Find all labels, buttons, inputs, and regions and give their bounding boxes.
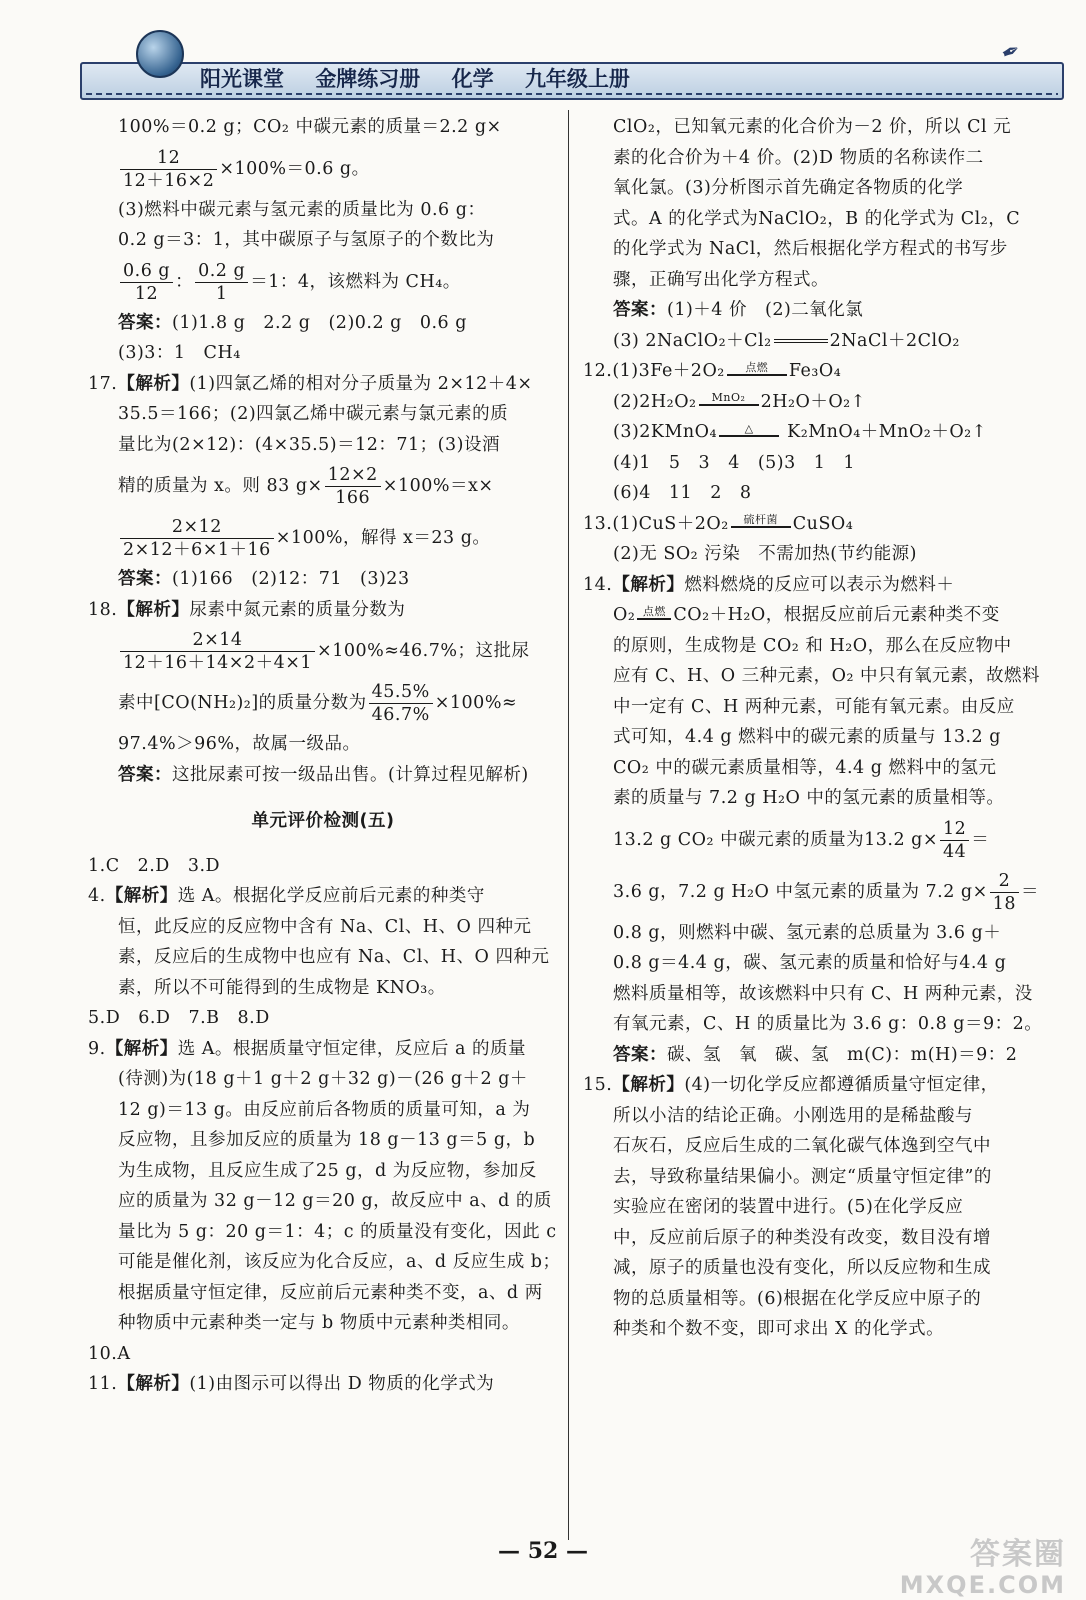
answer-line: 1.C 2.D 3.D [88,855,221,876]
reaction-condition: 硫杆菌 [731,514,791,534]
text-line: 的化学式为 NaCl，然后根据化学方程式的书写步 [613,239,1008,259]
fraction: $\frac{2}{18}$ [990,870,1019,915]
text-line: 去，导致称量结果偏小。测定“质量守恒定律”的 [613,1166,992,1187]
text-line: 式可知，4.4 g 燃料中的碳元素的质量与 13.2 g [613,727,1001,747]
equation-line: (3)2KMnO₄ △ K₂MnO₄＋MnO₂＋O₂↑ [613,421,987,442]
text-line: CO₂ 中的碳元素质量相等，4.4 g 燃料中的氢元 [613,757,997,778]
question-13: 13.(1)CuS＋2O₂ 硫杆菌 CuSO₄ [583,513,854,534]
text-line: (3)3：1 CH₄ [118,343,241,363]
header-grade: 九年级上册 [524,67,630,91]
text-line: (待测)为(18 g＋1 g＋2 g＋32 g)－(26 g＋2 g＋ [118,1069,528,1089]
text-line: 应的质量为 32 g－12 g＝20 g，故反应中 a、d 的质 [118,1191,552,1211]
text-line: 97.4%＞96%，故属一级品。 [118,734,361,754]
text-line: 0.8 g，则燃料中碳、氢元素的总质量为 3.6 g＋ [613,922,1002,943]
text-line: 燃料质量相等，故该燃料中只有 C、H 两种元素，没 [613,983,1033,1004]
text-line: 实验应在密闭的装置中进行。(5)在化学反应 [613,1197,964,1217]
text-line: 中，反应前后原子的种类没有改变，数目没有增 [613,1227,991,1248]
section-title: 单元评价检测(五) [251,811,395,831]
text-line: 中一定有 C、H 两种元素，可能有氧元素。由反应 [613,696,1015,717]
text-line: 物的总质量相等。(6)根据在化学反应中原子的 [613,1288,982,1309]
text-line: 素的化合价为＋4 价。(2)D 物质的名称读作二 [613,147,984,168]
reaction-condition: 点燃 [727,362,787,382]
text-line: 0.8 g＝4.4 g，碳、氢元素的质量和恰好与4.4 g [613,953,1007,973]
text-line: ClO₂，已知氧元素的化合价为－2 价，所以 Cl 元 [613,117,1012,137]
text-line: 100%＝0.2 g；CO₂ 中碳元素的质量＝2.2 g× [118,117,502,137]
watermark: 答案圈 MXQE.COM [899,1537,1066,1599]
text-line: 骤，正确写出化学方程式。 [613,269,829,290]
text-line: 素，反应后的生成物中也应有 Na、Cl、H、O 四种元 [118,947,550,967]
text-line: 式。A 的化学式为NaClO₂，B 的化学式为 Cl₂，C [613,208,1021,229]
fraction: $\frac{2\times 14}{12+16+14\times 2+4\times 1}$ [120,629,315,674]
page-header [80,30,1060,105]
column-divider [568,110,569,1540]
answer-line: 答案：这批尿素可按一级品出售。(计算过程见解析) [118,764,529,785]
text-line: (6)4 11 2 8 [613,483,752,503]
formula-line: 精的质量为 x。则 83 g× $\frac{12\times 2}{166}$ ×100%＝x× [118,465,494,508]
formula-line: $\frac{0.6 g}{12}$ ： $\frac{0.2 g}{1}$ ＝1：4，该燃料为 CH₄。 [88,256,558,308]
text-line: 有氧元素，C、H 的质量比为 3.6 g：0.8 g＝9：2。 [613,1014,1043,1034]
reaction-condition: MnO₂ [699,392,759,412]
text-line: 根据质量守恒定律，反应前后元素种类不变，a、d 两 [118,1282,543,1303]
fraction: $\frac{12}{44}$ [940,818,969,863]
question-15: 15.【解析】(4)一切化学反应都遵循质量守恒定律， [583,1075,999,1095]
text-line: 恒，此反应的反应物中含有 Na、Cl、H、O 四种元 [118,916,532,937]
answer-line: 答案：(1)166 (2)12：71 (3)23 [118,569,410,589]
text-line: 素，所以不可能得到的生成物是 KNO₃。 [118,977,446,998]
question-4: 4.【解析】选 A。根据化学反应前后元素的种类守 [88,886,485,906]
text-line: 种物质中元素种类一定与 b 物质中元素种类相同。 [118,1313,520,1333]
header-title [200,64,654,94]
text-line: 石灰石，反应后生成的二氧化碳气体逸到空气中 [613,1136,991,1156]
text-line: 素的质量与 7.2 g H₂O 中的氢元素的质量相等。 [613,788,1005,808]
feather-icon: ✒ [997,37,1025,68]
header-subject: 化学 [451,67,494,91]
text-line: 量比为 5 g：20 g＝1：4；c 的质量没有变化，因此 c [118,1221,557,1242]
fraction: $\frac{0.2 g}{1}$ [195,260,248,305]
text-line: 种类和个数不变，即可求出 X 的化学式。 [613,1319,945,1339]
answer-line: 答案：(1)＋4 价 (2)二氧化氯 [613,300,864,320]
equation-line: (3) 2NaClO₂＋Cl₂ 2NaCl＋2ClO₂ [613,330,960,351]
text-line: 35.5＝166；(2)四氯乙烯中碳元素与氯元素的质 [118,404,509,424]
answer-line: 5.D 6.D 7.B 8.D [88,1008,270,1028]
reaction-condition: △ [719,423,779,443]
fraction: $\frac{0.6 g}{12}$ [120,260,173,305]
formula-line: 13.2 g CO₂ 中碳元素的质量为13.2 g× $\frac{12}{44}$ ＝ [613,818,990,862]
text-line: 应有 C、H、O 三种元素，O₂ 中只有氧元素，故燃料 [613,666,1041,686]
question-9: 9.【解析】选 A。根据质量守恒定律，反应后 a 的质量 [88,1038,526,1059]
text-line: 氧化氯。(3)分析图示首先确定各物质的化学 [613,178,964,198]
text-line: 可能是催化剂，该反应为化合反应，a、d 反应生成 b； [118,1252,561,1272]
formula-line: 素中[CO(NH₂)₂]的质量分数为 $\frac{45.5\%}{46.7\%}$ ×100%≈ [118,682,518,725]
equation-line: O₂ 点燃 CO₂＋H₂O，根据反应前后元素种类不变 [613,604,1000,625]
formula-line: $\frac{12}{12+16\times 2}$ ×100%＝0.6 g。 [88,143,558,195]
formula-line: 3.6 g，7.2 g H₂O 中氢元素的质量为 7.2 g× $\frac{2}{18}$ ＝ [613,870,1040,914]
answer-line: 答案：碳、氢 氧 碳、氢 m(C)：m(H)＝9：2 [613,1044,1018,1065]
answer-line: 答案：(1)1.8 g 2.2 g (2)0.2 g 0.6 g [118,312,467,333]
text-line: (3)燃料中碳元素与氢元素的质量比为 0.6 g： [118,199,486,220]
question-11: 11.【解析】(1)由图示可以得出 D 物质的化学式为 [88,1374,495,1394]
fraction: $\frac{12\times 2}{166}$ [325,464,381,509]
text-line: 的原则，生成物是 CO₂ 和 H₂O，那么在反应物中 [613,635,1012,656]
question-17: 17.【解析】(1)四氯乙烯的相对分子质量为 2×12＋4× [88,373,533,394]
text-line: 所以小洁的结论正确。小刚选用的是稀盐酸与 [613,1105,973,1126]
formula-line: $\frac{2\times 14}{12+16+14\times 2+4\times 1}$ ×100%≈46.7%；这批尿 [88,625,558,677]
fraction: $\frac{12}{12+16\times 2}$ [120,147,217,192]
text-line: 12 g)＝13 g。由反应前后各物质的质量可知，a 为 [118,1099,531,1120]
text-line: 0.2 g＝3：1，其中碳原子与氢原子的个数比为 [118,230,495,250]
equation-line: (2)2H₂O₂ MnO₂ 2H₂O＋O₂↑ [613,391,866,412]
globe-icon [136,30,184,78]
question-14: 14.【解析】燃料燃烧的反应可以表示为燃料＋ [583,574,955,595]
reaction-condition: 点燃 [637,606,671,626]
text-line: 量比为(2×12)：(4×35.5)＝12：71；(3)设酒 [118,434,500,455]
question-18: 18.【解析】尿素中氮元素的质量分数为 [88,599,406,620]
text-line: 为生成物，且反应生成了25 g，d 为反应物，参加反 [118,1160,537,1181]
text-line: (2)无 SO₂ 污染 不需加热(节约能源) [613,544,917,564]
formula-line: $\frac{2\times 12}{2\times 12+6\times 1+16}$ ×100%，解得 x＝23 g。 [88,512,558,564]
text-line: 减，原子的质量也没有变化，所以反应物和生成 [613,1258,991,1278]
text-line: 反应物，且参加反应的质量为 18 g－13 g＝5 g，b [118,1130,536,1150]
page-number: — 52 — [498,1538,588,1564]
answer-line: 10.A [88,1343,131,1364]
equals-sign [774,339,828,343]
left-column [88,112,561,1400]
question-12: 12.(1)3Fe＋2O₂ 点燃 Fe₃O₄ [583,360,842,381]
header-brand: 阳光课堂 [200,67,284,91]
fraction: $\frac{45.5\%}{46.7\%}$ [369,681,433,726]
fraction: $\frac{2\times 12}{2\times 12+6\times 1+16}$ [120,516,274,561]
right-column [583,112,1051,1345]
header-series: 金牌练习册 [315,67,421,91]
text-line: (4)1 5 3 4 (5)3 1 1 [613,452,856,473]
